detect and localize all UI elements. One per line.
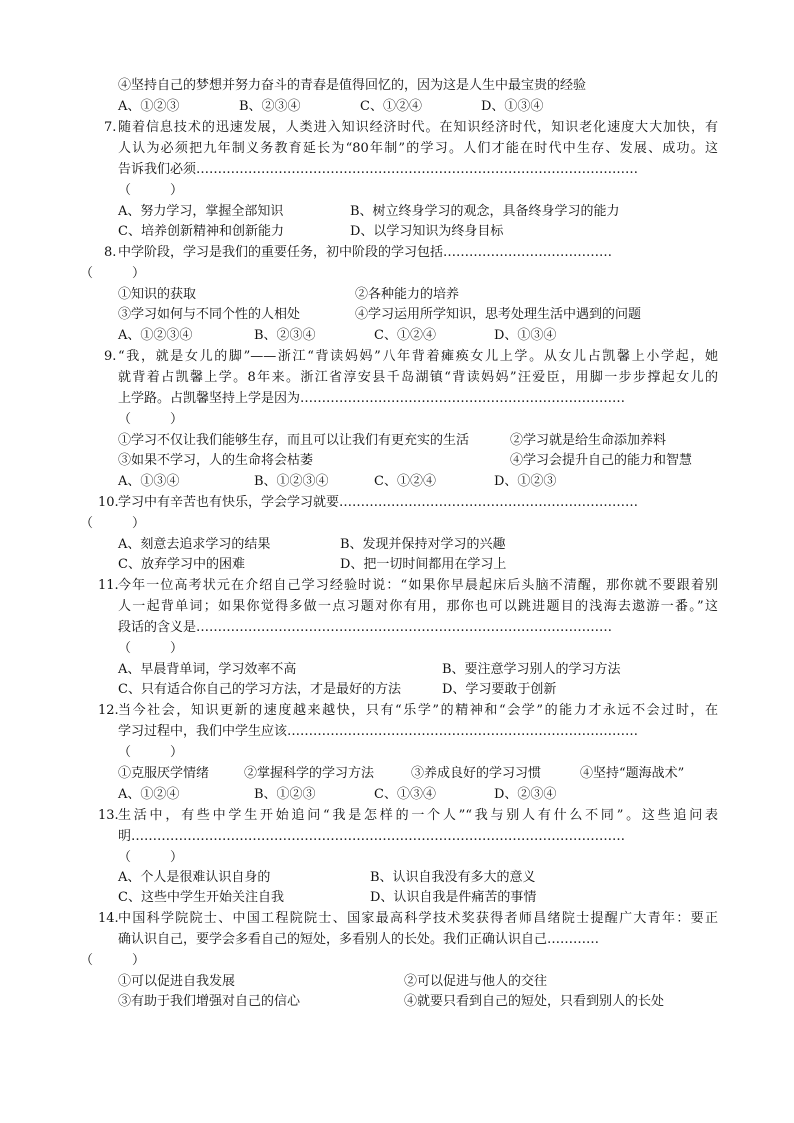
q14-answer-blank: （ ） [80,953,146,968]
q10-option-c: C、放弃学习中的困难 [118,557,245,572]
q12-number: 12. [98,703,119,718]
q9-number: 9. [104,349,117,364]
q11-option-d: D、学习要敢于创新 [442,682,557,697]
q12-item-4: ④坚持“题海战术” [580,766,685,781]
q9-line-2: 就背着占凯馨上学。8年来。浙江省淳安县千岛湖镇“背读妈妈”汪爱臣，用脚一步步撑起女儿的 [118,370,718,385]
q10-option-d: D、把一切时间都用在学习上 [340,557,507,572]
q12-answer-blank: （ ） [118,745,184,760]
q9-answer-blank: （ ） [118,412,184,427]
q10-line-1: 学习中有辛苦也有快乐，学会学习就要…………………………………………………………… [118,495,639,510]
q8-number: 8. [104,245,117,260]
q14-line-1: 中国科学院院士、中国工程院院士、国家最高科学技术奖获得者师昌绪院士提醒广大青年：要正 [118,911,718,926]
q13-option-b: B、认识自我没有多大的意义 [370,870,536,885]
q8-option-a: A、①②③④ [118,328,193,343]
q6-item-4: ④坚持自己的梦想并努力奋斗的青春是值得回忆的，因为这是人生中最宝贵的经验 [118,78,587,93]
q7-line-3: 告诉我们必须………………………………………………………………………………………… [118,162,639,177]
q13-option-d: D、认识自我是件痛苦的事情 [370,890,537,905]
q14-item-3: ③有助于我们增强对自己的信心 [118,994,301,1009]
q9-item-2: ②学习就是给生命添加养料 [510,433,667,448]
q13-option-c: C、这些中学生开始关注自我 [118,890,284,905]
q7-option-c: C、培养创新精神和创新能力 [118,224,284,239]
q12-item-2: ②掌握科学的学习方法 [244,766,375,781]
q9-option-c: C、①②④ [374,474,436,489]
q10-answer-blank: （ ） [80,516,146,531]
q8-option-c: C、①②④ [374,328,436,343]
q9-line-1: “我，就是女儿的脚”——浙江“背读妈妈”八年背着瘫痪女儿上学。从女儿占凯馨上小学起，她 [118,349,718,364]
q7-option-b: B、树立终身学习的观念，具备终身学习的能力 [350,204,620,219]
q9-line-3: 上学路。占凯馨坚持上学是因为………………………………………………………………… [118,391,626,406]
q13-line-1: 生活中，有些中学生开始追问“我是怎样的一个人”“我与别人有什么不同”。这些追问表 [118,808,718,823]
q14-number: 14. [98,911,119,926]
q6-option-b: B、②③④ [239,99,301,114]
q12-option-a: A、①②④ [118,787,180,802]
q11-number: 11. [98,578,119,593]
q8-option-b: B、②③④ [254,328,316,343]
q13-number: 13. [98,808,119,823]
q12-option-d: D、②③④ [494,787,557,802]
q12-line-1: 当今社会，知识更新的速度越来越快，只有“乐学”的精神和“会学”的能力才永远不会过时，在 [118,703,718,718]
q9-item-3: ③如果不学习，人的生命将会枯萎 [118,453,314,468]
q10-option-b: B、发现并保持对学习的兴趣 [340,537,506,552]
q13-line-2: 明…………………………………………………………………………………………………… [118,829,625,844]
q6-option-a: A、①②③ [118,99,180,114]
q13-answer-blank: （ ） [118,850,184,865]
q7-line-1: 随着信息技术的迅速发展，人类进入知识经济时代。在知识经济时代，知识老化速度大大加快，有 [118,120,718,135]
q9-item-4: ④学习会提升自己的能力和智慧 [510,453,693,468]
q6-option-d: D、①③④ [481,99,544,114]
q7-option-a: A、努力学习，掌握全部知识 [118,204,284,219]
q7-line-2: 人认为必须把九年制义务教育延长为“80年制”的学习。人们才能在时代中生存、发展、成功。这 [118,141,718,156]
q11-option-c: C、只有适合你自己的学习方法，才是最好的方法 [118,682,401,697]
q8-item-3: ③学习如何与不同个性的人相处 [118,307,301,322]
q8-item-4: ④学习运用所学知识，思考处理生活中遇到的问题 [355,307,642,322]
q12-option-c: C、①③④ [374,787,436,802]
q11-line-1: 今年一位高考状元在介绍自己学习经验时说：“如果你早晨起床后头脑不清醒，那你就不要跟着别 [118,578,718,593]
q12-item-3: ③养成良好的学习习惯 [411,766,542,781]
q7-answer-blank: （ ） [118,183,184,198]
q10-number: 10. [98,495,119,510]
q11-answer-blank: （ ） [118,641,184,656]
q9-option-a: A、①③④ [118,474,180,489]
q12-line-2: 学习过程中，我们中学生应该……………………………………………………………………… [118,724,639,739]
q7-number: 7. [104,120,117,135]
q11-line-3: 段话的含义是…………………………………………………………………………………… [118,620,613,635]
q9-item-1: ①学习不仅让我们能够生存，而且可以让我们有更充实的生活 [118,433,470,448]
q9-option-b: B、①②③④ [254,474,329,489]
q6-option-c: C、①②④ [360,99,422,114]
q14-line-2: 确认识自己，要学会多看自己的短处，多看别人的长处。我们正确认识自己………… [118,932,600,947]
q8-item-2: ②各种能力的培养 [355,287,460,302]
q10-option-a: A、刻意去追求学习的结果 [118,537,271,552]
q13-option-a: A、个人是很难认识自身的 [118,870,271,885]
q8-answer-blank: （ ） [80,266,146,281]
q11-option-b: B、要注意学习别人的学习方法 [442,662,621,677]
q11-option-a: A、早晨背单词，学习效率不高 [118,662,297,677]
q11-line-2: 人一起背单词；如果你觉得多做一点习题对你有用，那你也可以跳进题目的浅海去遨游一番。”这 [118,599,718,614]
q14-item-1: ①可以促进自我发展 [118,974,236,989]
q7-option-d: D、以学习知识为终身目标 [350,224,504,239]
q14-item-4: ④就要只看到自己的短处，只看到别人的长处 [404,994,665,1009]
q8-option-d: D、①③④ [494,328,557,343]
q8-line-1: 中学阶段，学习是我们的重要任务，初中阶段的学习包括………………………………… [118,245,613,260]
q12-option-b: B、①②③ [254,787,316,802]
q14-item-2: ②可以促进与他人的交往 [404,974,548,989]
q9-option-d: D、①②③ [494,474,557,489]
q12-item-1: ①克服厌学情绪 [118,766,210,781]
q8-item-1: ①知识的获取 [118,287,197,302]
